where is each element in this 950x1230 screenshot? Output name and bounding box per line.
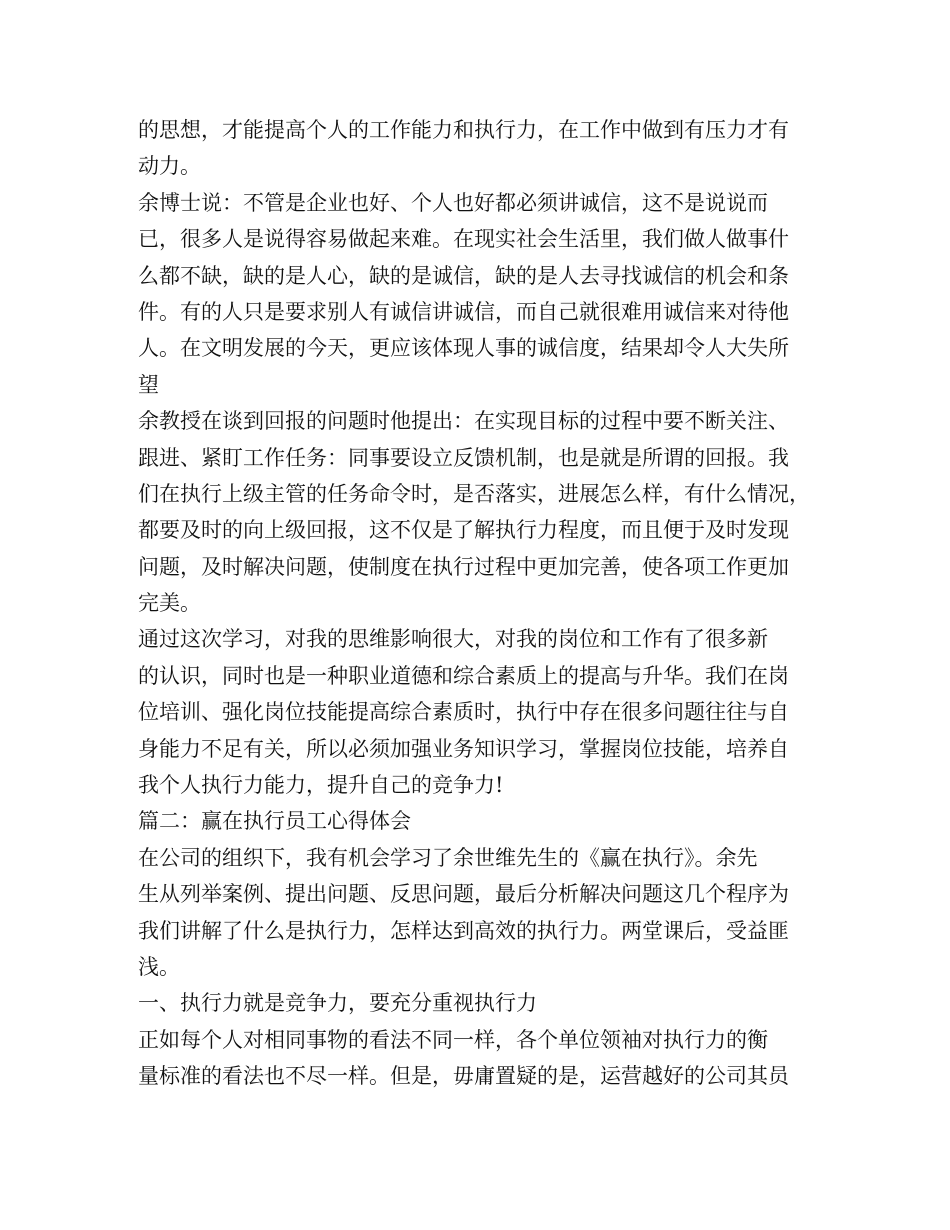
text-line: 动力。	[138, 154, 201, 179]
text-line: 在公司的组织下，我有机会学习了余世维先生的《赢在执行》。余先	[138, 845, 758, 870]
text-line: 们在执行上级主管的任务命令时，是否落实，进展怎么样，有什么情况，	[138, 481, 810, 506]
text-line: 通过这次学习，对我的思维影响很大，对我的岗位和工作有了很多新	[138, 627, 768, 652]
text-line: 的认识，同时也是一种职业道德和综合素质上的提高与升华。我们在岗	[138, 663, 789, 688]
subsection-heading: 一、执行力就是竞争力，要充分重视执行力	[138, 991, 537, 1016]
text-line: 我们讲解了什么是执行力，怎样达到高效的执行力。两堂课后，受益匪	[138, 918, 789, 943]
section-heading: 篇二：赢在执行员工心得体会	[138, 809, 411, 834]
text-line: 生从列举案例、提出问题、反思问题，最后分析解决问题这几个程序为	[138, 882, 789, 907]
text-line: 问题，及时解决问题，使制度在执行过程中更加完善，使各项工作更加	[138, 554, 789, 579]
text-line: 正如每个人对相同事物的看法不同一样，各个单位领袖对执行力的衡	[138, 1027, 768, 1052]
text-line: 浅。	[138, 954, 180, 979]
text-line: 身能力不足有关，所以必须加强业务知识学习，掌握岗位技能，培养自	[138, 736, 789, 761]
text-line: 量标准的看法也不尽一样。但是，毋庸置疑的是，运营越好的公司其员	[138, 1064, 789, 1089]
text-line: 都要及时的向上级回报，这不仅是了解执行力程度，而且便于及时发现	[138, 518, 789, 543]
text-line: 跟进、紧盯工作任务：同事要设立反馈机制，也是就是所谓的回报。我	[138, 445, 789, 470]
text-line: 我个人执行力能力，提升自己的竞争力!	[138, 773, 504, 798]
text-line: 人。在文明发展的今天，更应该体现人事的诚信度，结果却令人大失所	[138, 336, 789, 361]
text-line: 的思想，才能提高个人的工作能力和执行力，在工作中做到有压力才有	[138, 118, 789, 142]
document-body	[138, 112, 818, 1095]
text-line: 位培训、强化岗位技能提高综合素质时，执行中存在很多问题往往与自	[138, 700, 789, 725]
text-line: 完美。	[138, 591, 201, 616]
text-line: 望	[138, 372, 159, 397]
text-line: 件。有的人只是要求别人有诚信讲诚信，而自己就很难用诚信来对待他	[138, 299, 789, 324]
text-line: 余教授在谈到回报的问题时他提出：在实现目标的过程中要不断关注、	[138, 409, 789, 434]
text-line: 么都不缺，缺的是人心，缺的是诚信，缺的是人去寻找诚信的机会和条	[138, 263, 789, 288]
text-line: 余博士说：不管是企业也好、个人也好都必须讲诚信，这不是说说而	[138, 190, 768, 215]
text-line: 已，很多人是说得容易做起来难。在现实社会生活里，我们做人做事什	[138, 227, 789, 252]
